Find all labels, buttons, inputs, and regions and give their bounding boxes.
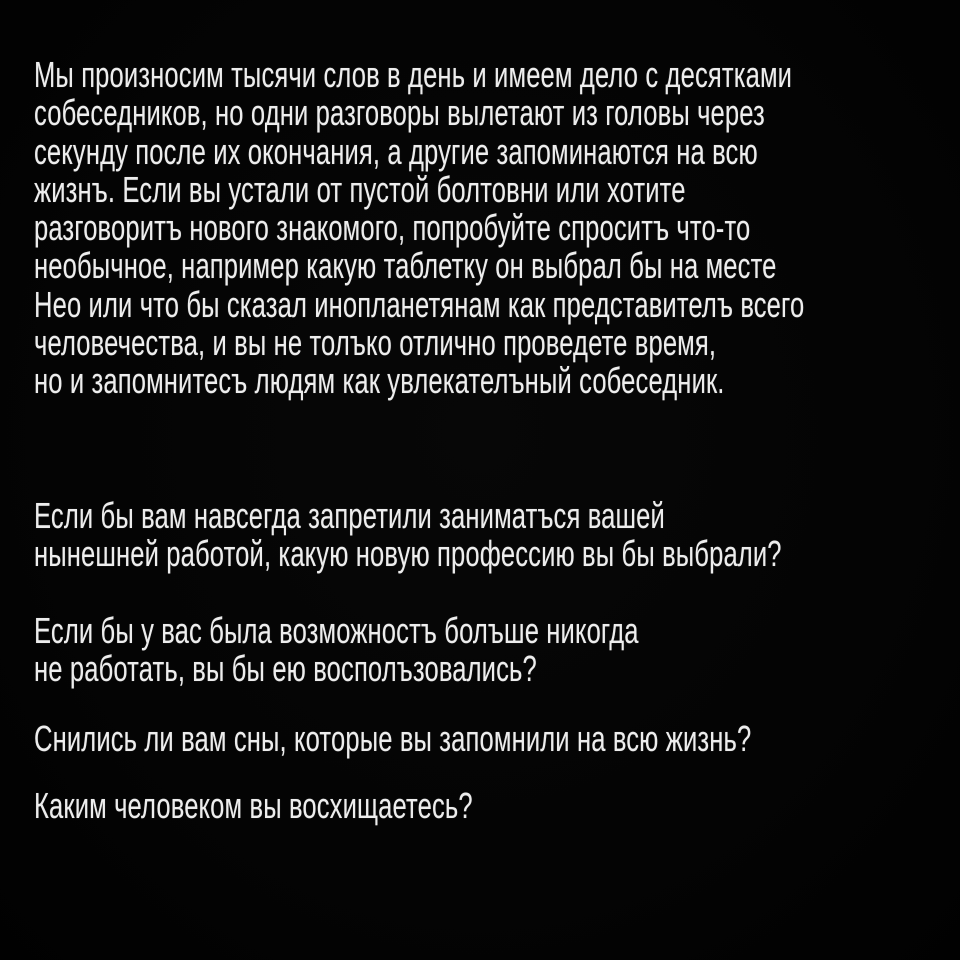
question-block-2 [34,612,639,689]
question-block-3 [34,720,751,758]
paragraph-line: собеседников, но одни разговоры вылетают из головы через [34,92,765,134]
paragraph-line: но и запомнитесъ людям как увлекателъный собеседник. [34,360,725,402]
question-line: Если бы у вас была возможностъ болъше никогда [34,610,639,651]
paragraph-line: необычное, например какую таблетку он выбрал бы на месте [34,245,777,287]
paragraph-line: человечества, и вы не толъко отлично проведете время, [34,322,717,364]
question-line: нынешней работой, какую новую профессию вы бы выбрали? [34,533,782,575]
paragraph-line: жизнъ. Если вы устали от пустой болтовни или хотите [34,168,686,210]
question-line: не работать, вы бы ею восполъзовались? [34,648,537,690]
question-block-4 [34,787,473,825]
paragraph-line: Нео или что бы сказал инопланетянам как представителъ всего [34,283,805,325]
paragraph-line: Мы произносим тысячи слов в день и имеем дело с десятками [34,54,793,95]
question-line: Снились ли вам сны, которые вы запомнили на всю жизнь? [34,718,752,759]
paragraph-line: разговоритъ нового знакомого, попробуйте спроситъ что-то [34,207,751,249]
question-line: Если бы вам навсегда запретили заниматъся вашей [34,495,665,536]
paragraph-line: секунду после их окончания, а другие запоминаются на всю [34,130,758,172]
question-line: Каким человеком вы восхищаетесь? [34,785,473,826]
question-block-1 [34,497,782,574]
intro-paragraph [34,56,804,401]
